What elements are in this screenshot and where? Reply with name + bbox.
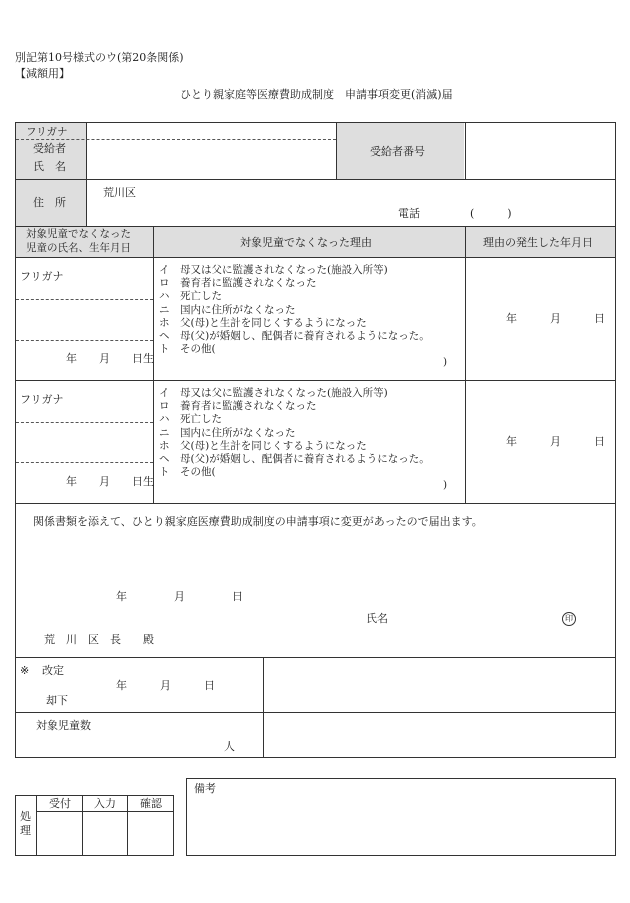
reason-ni: ニ 国内に住所がなくなった [159, 426, 296, 439]
child-2-birth: 年 月 日生 [66, 475, 154, 488]
reason-to: ト その他( [159, 466, 216, 479]
seal-mark: 印 [562, 612, 576, 626]
office-use-table [15, 658, 616, 758]
reason-ro: ロ 養育者に監護されなくなった [159, 277, 317, 290]
name-label: 氏 名 [33, 160, 66, 173]
reason-ha: ハ 死亡した [159, 290, 222, 303]
address-value: 荒川区 [103, 186, 136, 199]
revision-label: 改定 [42, 664, 64, 677]
reason-ro: ロ 養育者に監護されなくなった [159, 400, 317, 413]
date-header: 理由の発生した年月日 [483, 236, 593, 249]
reason-he: ヘ 母(父)が婚姻し、配偶者に養育されるようになった。 [159, 453, 430, 466]
form-category: 【減額用】 [15, 67, 70, 80]
declaration-year: 年 [116, 590, 127, 603]
reason-ha: ハ 死亡した [159, 413, 222, 426]
reason-he: ヘ 母(父)が婚姻し、配偶者に養育されるようになった。 [159, 330, 430, 343]
reason-header: 対象児童でなくなった理由 [240, 236, 372, 249]
office-mark: ※ [20, 664, 30, 677]
rejection-label: 却下 [46, 694, 68, 707]
addressee: 荒 川 区 長 殿 [44, 633, 154, 646]
reason-ni: ニ 国内に住所がなくなった [159, 303, 296, 316]
child-1-other-close: ) [443, 356, 448, 368]
person-unit: 人 [224, 740, 235, 753]
processing-label-1: 処 [20, 810, 31, 823]
form-id: 別記第10号様式のウ(第20条関係) [15, 51, 184, 64]
child-2-reasons [159, 387, 430, 479]
signer-name-label: 氏名 [366, 612, 388, 625]
reason-ho: ホ 父(母)と生計を同じくするようになった [159, 316, 367, 329]
declaration-day: 日 [232, 590, 243, 603]
child-1-furigana-label: フリガナ [20, 270, 64, 283]
confirm-label: 確認 [140, 797, 162, 810]
reason-ho: ホ 父(母)と生計を同じくするようになった [159, 439, 367, 452]
phone-label: 電話 [398, 207, 420, 220]
reason-i: イ 母又は父に監護されなくなった(施設入所等) [159, 264, 388, 276]
recipient-label: 受給者 [33, 142, 66, 155]
furigana-label: フリガナ [26, 126, 68, 138]
reason-to: ト その他( [159, 343, 216, 356]
processing-label-2: 理 [20, 824, 31, 837]
phone-paren: ( ) [470, 207, 512, 220]
declaration-month: 月 [174, 590, 185, 603]
child-1-birth: 年 月 日生 [66, 352, 154, 365]
declaration-text: 関係書類を添えて、ひとり親家庭医療費助成制度の申請事項に変更があったので届出ます。 [33, 515, 483, 528]
number-label: 受給者番号 [370, 145, 425, 158]
office-date: 年 月 日 [116, 679, 215, 692]
child-2-date: 年 月 日 [506, 435, 605, 448]
child-header-1: 対象児童でなくなった [26, 228, 131, 240]
child-1-date: 年 月 日 [506, 312, 605, 325]
child-2-furigana-label: フリガナ [20, 393, 64, 406]
child-header-2: 児童の氏名、生年月日 [26, 242, 131, 254]
child-1-reasons [159, 264, 430, 356]
remarks-box [186, 778, 616, 856]
address-label: 住 所 [33, 196, 66, 209]
form-title: ひとり親家庭等医療費助成制度 申請事項変更(消滅)届 [180, 88, 453, 101]
reason-i: イ 母又は父に監護されなくなった(施設入所等) [159, 387, 388, 399]
remarks-label: 備考 [194, 782, 216, 795]
input-label: 入力 [94, 797, 116, 810]
received-label: 受付 [49, 797, 71, 810]
child-2-other-close: ) [443, 479, 448, 491]
child-count-label: 対象児童数 [36, 719, 91, 732]
